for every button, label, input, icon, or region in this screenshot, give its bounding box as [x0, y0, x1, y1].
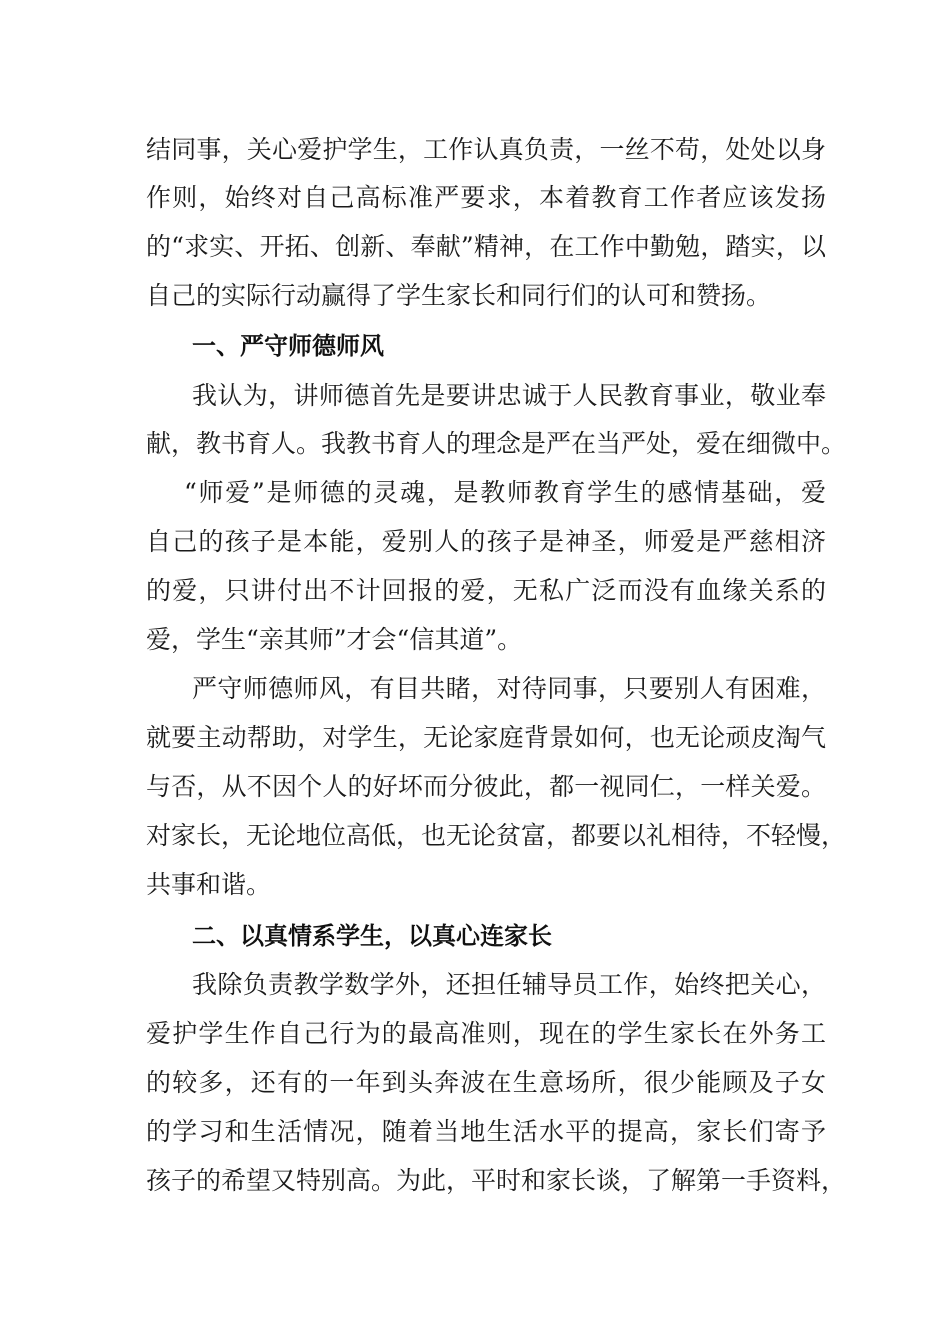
paragraph-line: 我认为，讲师德首先是要讲忠诚于人民教育事业，敬业奉 [192, 381, 826, 410]
paragraph-line: 自己的孩子是本能，爱别人的孩子是神圣，师爱是严慈相济 [146, 527, 826, 556]
paragraph-line: “师爱”是师德的灵魂，是教师教育学生的感情基础，爱 [184, 478, 826, 507]
paragraph-line: 与否，从不因个人的好坏而分彼此，都一视同仁，一样关爱。 [146, 772, 826, 801]
paragraph-line: 的爱，只讲付出不计回报的爱，无私广泛而没有血缘关系的 [146, 576, 826, 605]
paragraph-line: 孩子的希望又特别高。为此，平时和家长谈，了解第一手资料， [146, 1166, 847, 1195]
paragraph-line: 爱，学生“亲其师”才会“信其道”。 [146, 625, 523, 654]
paragraph-line: 的学习和生活情况，随着当地生活水平的提高，家长们寄予 [146, 1117, 826, 1146]
paragraph-line: 爱护学生作自己行为的最高准则，现在的学生家长在外务工 [146, 1019, 826, 1048]
paragraph-line: 结同事，关心爱护学生，工作认真负责，一丝不苟，处处以身 [146, 135, 826, 164]
paragraph-line: 就要主动帮助，对学生，无论家庭背景如何，也无论顽皮淘气 [146, 723, 826, 752]
paragraph-line: 作则，始终对自己高标准严要求，本着教育工作者应该发扬 [146, 183, 826, 212]
section-heading-1: 一、严守师德师风 [192, 332, 384, 360]
section-heading-2: 二、以真情系学生，以真心连家长 [192, 922, 552, 950]
paragraph-line: 我除负责教学数学外，还担任辅导员工作，始终把关心， [192, 970, 826, 999]
paragraph-line: 对家长，无论地位高低，也无论贫富，都要以礼相待，不轻慢， [146, 821, 847, 850]
paragraph-line: 严守师德师风，有目共睹，对待同事，只要别人有困难， [192, 674, 826, 703]
paragraph-line: 共事和谐。 [146, 870, 272, 899]
paragraph-line: 自己的实际行动赢得了学生家长和同行们的认可和赞扬。 [146, 281, 772, 310]
paragraph-line: 的较多，还有的一年到头奔波在生意场所，很少能顾及子女 [146, 1068, 826, 1097]
paragraph-line: 献，教书育人。我教书育人的理念是严在当严处，爱在细微中。 [146, 429, 847, 458]
paragraph-line: 的“求实、开拓、创新、奉献”精神，在工作中勤勉，踏实，以 [146, 232, 826, 261]
